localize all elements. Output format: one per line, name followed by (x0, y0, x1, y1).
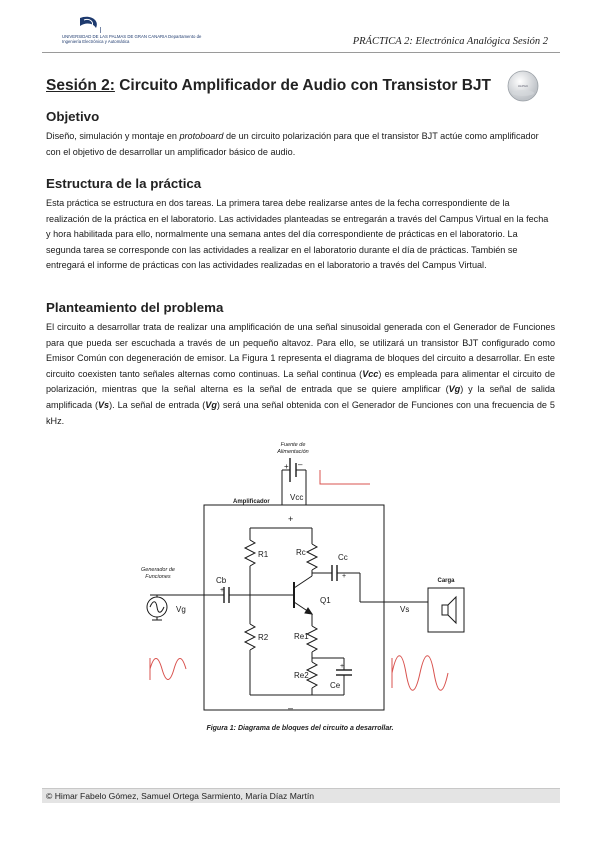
re1-label: Re1 (294, 632, 309, 641)
session-prefix: Sesión 2: (46, 77, 115, 94)
header-title: PRÁCTICA 2: Electrónica Analógica Sesión 2 (352, 36, 548, 47)
r1-label: R1 (258, 550, 269, 559)
plant-t5: ) será una señal obtenida con el Generador de Funciones con una frecuencia de 5 kHz. (46, 399, 555, 426)
load-label: Carga (437, 578, 455, 584)
circuit-diagram (130, 440, 490, 730)
planteamiento-paragraph (46, 320, 555, 429)
session-title (46, 77, 491, 95)
ce-label: Ce (330, 681, 341, 690)
plant-m4: Vg (205, 399, 217, 410)
speaker-icon (448, 597, 456, 623)
rc-label: Rc (296, 548, 306, 557)
objetivo-text-b: de un circuito polarización para que el transistor BJT actúe como amplificador con el objetivo de desarrollar un amplificador básico de audio. (46, 131, 539, 157)
r2-label: R2 (258, 633, 269, 642)
r2-resistor (245, 624, 255, 650)
generator-label-2: Funciones (145, 574, 171, 580)
session-title-text: Circuito Amplificador de Audio con Transistor BJT (114, 77, 491, 94)
vcc-label: Vcc (290, 493, 304, 502)
plant-m2: Vg (448, 384, 461, 395)
vs-label: Vs (400, 605, 410, 614)
heading-estructura: Estructura de la práctica (46, 176, 202, 191)
figure-caption: Figura 1: Diagrama de bloques del circuito a desarrollar. (206, 725, 394, 732)
objetivo-text-a: Diseño, simulación y montaje en (46, 131, 180, 141)
generator-sine (150, 602, 164, 613)
plant-t1: El circuito a desarrollar trata de realizar una amplificación de una señal sinusoidal generada con el Generador de Funciones para que pueda ser escuchada a través de un pequeño altavoz. Para ello, se utilizará un transistor BJT configurado como Emisor Común con degeneración de emisor. La Figura 1 representa el diagrama de bloques del circuito a desarrollar. En este circuito coexisten tanto señales alternas como continuas. La señal continua ( (46, 322, 555, 379)
re2-label: Re2 (294, 671, 309, 680)
speaker-coil (442, 605, 448, 615)
power-label-1: Fuente de (280, 442, 306, 448)
objetivo-paragraph (46, 129, 555, 160)
cb-label: Cb (216, 576, 227, 585)
plant-m3: Vs (97, 399, 110, 410)
r1-resistor (245, 540, 255, 566)
vg-label: Vg (176, 605, 186, 614)
battery-plus: + (284, 462, 289, 471)
estructura-text: Esta práctica se estructura en dos tareas. La primera tarea debe realizarse antes de la fecha correspondiente de la realización de la práctica en el laboratorio. Las actividades planteadas se entregarán a través del Campus Virtual en la fecha y hora habilitada para ello, normalmente una semana antes del día correspondiente de prácticas en el laboratorio. La segunda tarea se corresponde con las actividades a realizar en el laboratorio durante el día de prácticas. También se entregará el informe de prácticas con las actividades realizadas en el laboratorio a través del Campus Virtual. (46, 198, 549, 271)
page-footer: © Himar Fabelo Gómez, Samuel Ortega Sarmiento, María Díaz Martín (42, 788, 560, 803)
rc-resistor (307, 544, 317, 570)
load-box (428, 588, 464, 632)
rail-minus: – (288, 703, 294, 713)
output-signal (392, 656, 448, 691)
amplifier-label: Amplificador (233, 499, 270, 505)
cb-plus: + (220, 587, 225, 594)
badge-text: ULPGC (517, 84, 529, 88)
plant-t4: ). La señal de entrada ( (109, 399, 206, 410)
input-signal (150, 658, 186, 680)
plant-m1: Vcc (362, 368, 379, 379)
heading-planteamiento: Planteamiento del problema (46, 300, 224, 315)
ce-plus: + (340, 663, 345, 670)
logo-text: UNIVERSIDAD DE LAS PALMAS DE GRAN CANARIA Departamento de Ingeniería Electrónica y Automática (62, 34, 202, 44)
q1-emitter-arrow (305, 608, 312, 614)
rail-plus: + (288, 514, 294, 524)
cc-plus: + (342, 573, 347, 580)
plant-t3: ) y la señal de salida amplificada ( (46, 384, 555, 410)
objetivo-text-em: protoboard (179, 131, 224, 141)
page-header (42, 12, 560, 53)
ulpgc-badge (505, 68, 541, 104)
q1-label: Q1 (320, 596, 331, 605)
plant-t2: ) es empleada para alimentar el circuito de polarización, mientras que la señal alterna es la señal de entrada que se quiere amplificar ( (46, 368, 556, 395)
heading-objetivo: Objetivo (46, 109, 100, 124)
estructura-paragraph (46, 196, 555, 274)
battery-minus: – (298, 460, 303, 469)
generator-label-1: Generador de (141, 567, 175, 573)
power-label-2: Alimentación (277, 449, 309, 455)
cc-label: Cc (338, 553, 348, 562)
vcc-signal (320, 470, 370, 484)
